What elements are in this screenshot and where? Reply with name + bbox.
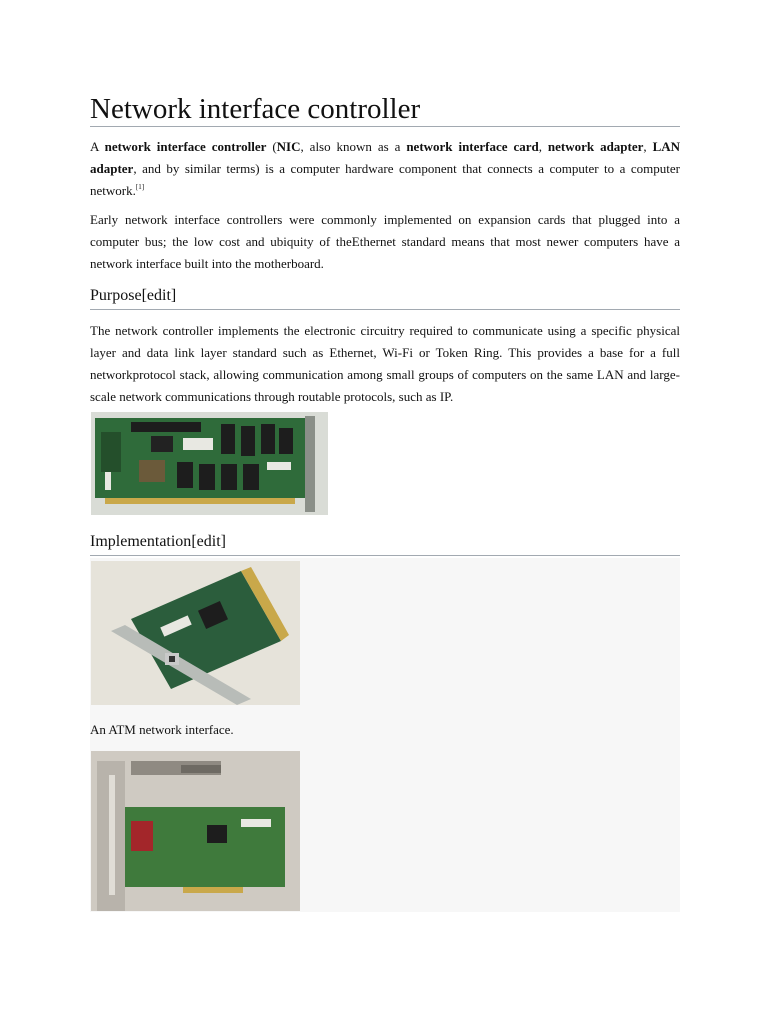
section-title: Purpose xyxy=(90,287,142,304)
intro-text: , and by similar terms) is a computer hardware component that connects a computer to a computer network. xyxy=(90,161,680,198)
purpose-paragraph: The network controller implements the electronic circuitry required to communicate using a specific physical layer and data link layer standard such as Ethernet, Wi-Fi or Token Ring. This provides a base for a full networkprotocol stack, allowing communication among small groups of computers on the same LAN and large-scale network communications through routable protocols, such as IP. xyxy=(90,323,680,404)
pcie-nic-image xyxy=(91,751,300,911)
term-nic: network interface controller xyxy=(104,139,267,154)
intro-text: ( xyxy=(266,139,277,154)
intro-text: , xyxy=(538,139,548,154)
intro-text: , xyxy=(643,139,653,154)
figure-panel xyxy=(90,558,680,912)
intro-text: A xyxy=(90,139,105,154)
term-network-interface-card: network interface card xyxy=(406,139,539,154)
section-heading-purpose xyxy=(90,285,680,310)
reference-link[interactable]: [1] xyxy=(135,183,145,191)
edit-link[interactable]: [edit] xyxy=(141,287,177,304)
section-title: Implementation xyxy=(90,533,192,550)
term-nic-abbrev: NIC xyxy=(276,139,301,154)
intro-paragraph-1 xyxy=(90,136,680,202)
isa-nic-image xyxy=(91,412,328,515)
atm-nic-image xyxy=(91,561,300,705)
figure-caption: An ATM network interface. xyxy=(90,722,234,737)
intro-paragraph-2: Early network interface controllers were commonly implemented on expansion cards that plugged into a computer bus; the low cost and ubiquity of theEthernet standard means that most newer computers have a network interface built into the motherboard. xyxy=(90,212,680,271)
section-heading-implementation xyxy=(90,531,680,556)
term-lan-adapter: LAN adapter xyxy=(90,139,681,176)
edit-link[interactable]: [edit] xyxy=(191,533,226,550)
page-title: Network interface controller xyxy=(90,92,680,127)
intro-text: , also known as a xyxy=(300,139,407,154)
term-network-adapter: network adapter xyxy=(547,139,644,154)
